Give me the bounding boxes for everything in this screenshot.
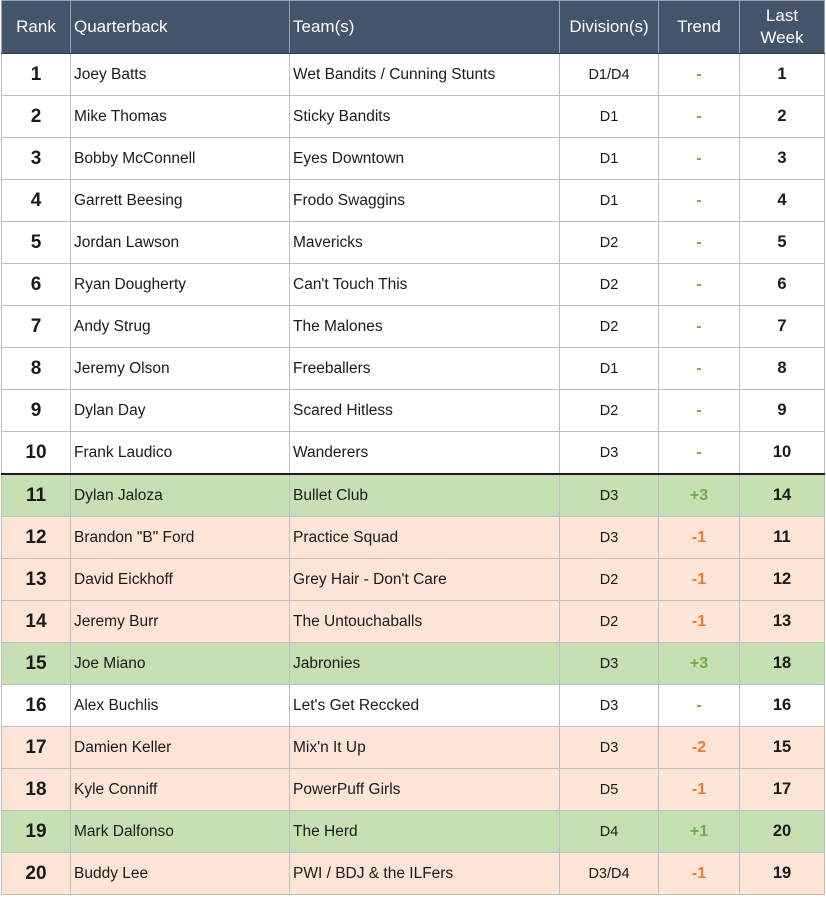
- table-row: [2, 264, 825, 306]
- team-cell: Grey Hair - Don't Care: [290, 559, 560, 601]
- division-cell: D2: [560, 264, 659, 306]
- division-cell: D2: [560, 601, 659, 643]
- table-row: [2, 474, 825, 517]
- last-week-cell: 3: [740, 138, 825, 180]
- rank-cell: 14: [2, 601, 71, 643]
- division-cell: D1/D4: [560, 54, 659, 96]
- team-cell: Jabronies: [290, 643, 560, 685]
- rank-cell: 16: [2, 685, 71, 727]
- last-week-cell: 2: [740, 96, 825, 138]
- trend-cell: -: [659, 432, 740, 475]
- table-row: [2, 601, 825, 643]
- team-cell: Frodo Swaggins: [290, 180, 560, 222]
- rank-cell: 20: [2, 853, 71, 895]
- table-row: [2, 727, 825, 769]
- team-cell: Practice Squad: [290, 517, 560, 559]
- trend-cell: -: [659, 685, 740, 727]
- last-week-cell: 14: [740, 474, 825, 517]
- table-row: [2, 54, 825, 96]
- trend-cell: +3: [659, 474, 740, 517]
- header-last-week-line2: Week: [760, 28, 804, 47]
- quarterback-cell: Alex Buchlis: [71, 685, 290, 727]
- table-row: [2, 180, 825, 222]
- last-week-cell: 5: [740, 222, 825, 264]
- rank-cell: 9: [2, 390, 71, 432]
- table-body: [2, 54, 825, 895]
- last-week-cell: 1: [740, 54, 825, 96]
- quarterback-cell: Brandon "B" Ford: [71, 517, 290, 559]
- trend-cell: -: [659, 180, 740, 222]
- rank-cell: 18: [2, 769, 71, 811]
- header-trend: Trend: [659, 1, 740, 54]
- trend-cell: -1: [659, 601, 740, 643]
- quarterback-cell: Dylan Day: [71, 390, 290, 432]
- team-cell: Wanderers: [290, 432, 560, 475]
- division-cell: D1: [560, 180, 659, 222]
- team-cell: The Malones: [290, 306, 560, 348]
- last-week-cell: 17: [740, 769, 825, 811]
- header-row: [2, 1, 825, 54]
- rank-cell: 8: [2, 348, 71, 390]
- team-cell: Scared Hitless: [290, 390, 560, 432]
- quarterback-cell: Jordan Lawson: [71, 222, 290, 264]
- rank-cell: 5: [2, 222, 71, 264]
- trend-cell: +1: [659, 811, 740, 853]
- table-row: [2, 643, 825, 685]
- quarterback-cell: Frank Laudico: [71, 432, 290, 475]
- table-row: [2, 306, 825, 348]
- quarterback-cell: Andy Strug: [71, 306, 290, 348]
- last-week-cell: 18: [740, 643, 825, 685]
- table-row: [2, 96, 825, 138]
- table-row: [2, 811, 825, 853]
- team-cell: Freeballers: [290, 348, 560, 390]
- last-week-cell: 6: [740, 264, 825, 306]
- last-week-cell: 11: [740, 517, 825, 559]
- header-last-week: [740, 1, 825, 54]
- trend-cell: -: [659, 390, 740, 432]
- division-cell: D5: [560, 769, 659, 811]
- last-week-cell: 7: [740, 306, 825, 348]
- rank-cell: 13: [2, 559, 71, 601]
- division-cell: D2: [560, 390, 659, 432]
- trend-cell: -: [659, 306, 740, 348]
- header-divisions: Division(s): [560, 1, 659, 54]
- trend-cell: -1: [659, 559, 740, 601]
- last-week-cell: 12: [740, 559, 825, 601]
- header-last-week-line1: Last: [765, 6, 799, 25]
- last-week-cell: 13: [740, 601, 825, 643]
- rank-cell: 17: [2, 727, 71, 769]
- division-cell: D1: [560, 348, 659, 390]
- trend-cell: -1: [659, 769, 740, 811]
- quarterback-cell: Bobby McConnell: [71, 138, 290, 180]
- trend-cell: -2: [659, 727, 740, 769]
- trend-cell: -1: [659, 517, 740, 559]
- team-cell: Sticky Bandits: [290, 96, 560, 138]
- rank-cell: 1: [2, 54, 71, 96]
- quarterback-cell: Jeremy Burr: [71, 601, 290, 643]
- header-quarterback: Quarterback: [71, 1, 290, 54]
- quarterback-cell: Joe Miano: [71, 643, 290, 685]
- table-row: [2, 348, 825, 390]
- rank-cell: 4: [2, 180, 71, 222]
- last-week-cell: 15: [740, 727, 825, 769]
- team-cell: Let's Get Reccked: [290, 685, 560, 727]
- division-cell: D1: [560, 138, 659, 180]
- division-cell: D3: [560, 517, 659, 559]
- qb-rankings-table: [1, 0, 825, 895]
- quarterback-cell: Damien Keller: [71, 727, 290, 769]
- table-row: [2, 769, 825, 811]
- last-week-cell: 4: [740, 180, 825, 222]
- team-cell: Eyes Downtown: [290, 138, 560, 180]
- division-cell: D3: [560, 643, 659, 685]
- table-row: [2, 517, 825, 559]
- team-cell: PowerPuff Girls: [290, 769, 560, 811]
- team-cell: The Untouchaballs: [290, 601, 560, 643]
- trend-cell: -: [659, 138, 740, 180]
- last-week-cell: 16: [740, 685, 825, 727]
- rank-cell: 7: [2, 306, 71, 348]
- trend-cell: -: [659, 96, 740, 138]
- quarterback-cell: Mark Dalfonso: [71, 811, 290, 853]
- quarterback-cell: Mike Thomas: [71, 96, 290, 138]
- trend-cell: -: [659, 348, 740, 390]
- division-cell: D2: [560, 306, 659, 348]
- trend-cell: +3: [659, 643, 740, 685]
- quarterback-cell: David Eickhoff: [71, 559, 290, 601]
- rank-cell: 2: [2, 96, 71, 138]
- last-week-cell: 19: [740, 853, 825, 895]
- quarterback-cell: Ryan Dougherty: [71, 264, 290, 306]
- last-week-cell: 20: [740, 811, 825, 853]
- rank-cell: 12: [2, 517, 71, 559]
- rank-cell: 10: [2, 432, 71, 475]
- division-cell: D4: [560, 811, 659, 853]
- table-header: [2, 1, 825, 54]
- team-cell: Mix'n It Up: [290, 727, 560, 769]
- team-cell: Mavericks: [290, 222, 560, 264]
- table-row: [2, 138, 825, 180]
- quarterback-cell: Joey Batts: [71, 54, 290, 96]
- team-cell: Wet Bandits / Cunning Stunts: [290, 54, 560, 96]
- trend-cell: -: [659, 264, 740, 306]
- quarterback-cell: Buddy Lee: [71, 853, 290, 895]
- division-cell: D3/D4: [560, 853, 659, 895]
- table-row: [2, 559, 825, 601]
- rank-cell: 6: [2, 264, 71, 306]
- trend-cell: -1: [659, 853, 740, 895]
- rank-cell: 15: [2, 643, 71, 685]
- last-week-cell: 10: [740, 432, 825, 475]
- team-cell: Can't Touch This: [290, 264, 560, 306]
- division-cell: D3: [560, 727, 659, 769]
- table-row: [2, 222, 825, 264]
- division-cell: D3: [560, 432, 659, 475]
- division-cell: D1: [560, 96, 659, 138]
- header-teams: Team(s): [290, 1, 560, 54]
- team-cell: Bullet Club: [290, 474, 560, 517]
- rank-cell: 11: [2, 474, 71, 517]
- rank-cell: 3: [2, 138, 71, 180]
- division-cell: D3: [560, 685, 659, 727]
- quarterback-cell: Garrett Beesing: [71, 180, 290, 222]
- trend-cell: -: [659, 222, 740, 264]
- quarterback-cell: Dylan Jaloza: [71, 474, 290, 517]
- quarterback-cell: Jeremy Olson: [71, 348, 290, 390]
- trend-cell: -: [659, 54, 740, 96]
- table-row: [2, 853, 825, 895]
- last-week-cell: 8: [740, 348, 825, 390]
- table-row: [2, 390, 825, 432]
- team-cell: PWI / BDJ & the ILFers: [290, 853, 560, 895]
- table-row: [2, 685, 825, 727]
- quarterback-cell: Kyle Conniff: [71, 769, 290, 811]
- team-cell: The Herd: [290, 811, 560, 853]
- division-cell: D2: [560, 559, 659, 601]
- division-cell: D3: [560, 474, 659, 517]
- division-cell: D2: [560, 222, 659, 264]
- table-row: [2, 432, 825, 475]
- header-rank: Rank: [2, 1, 71, 54]
- last-week-cell: 9: [740, 390, 825, 432]
- rank-cell: 19: [2, 811, 71, 853]
